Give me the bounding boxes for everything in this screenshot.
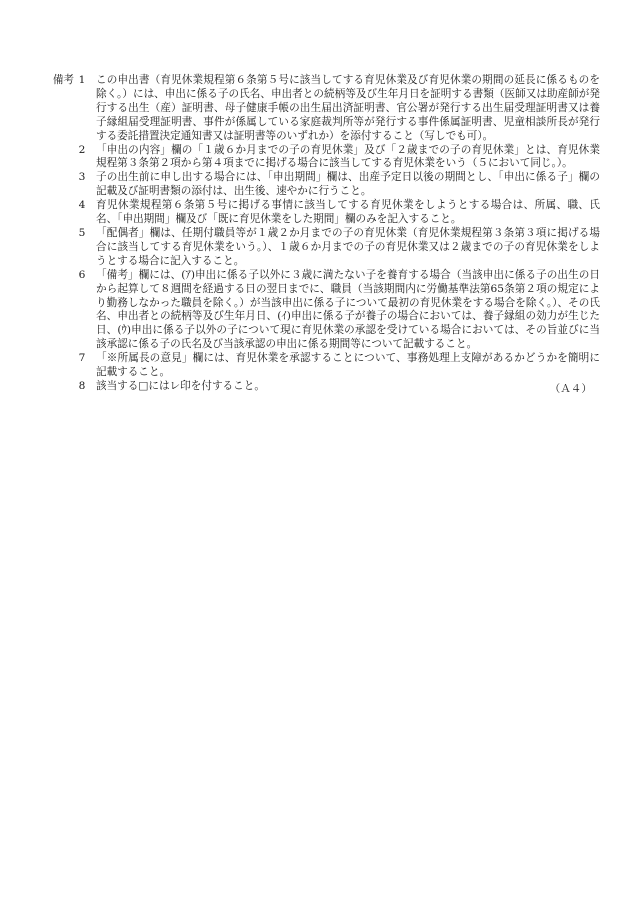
- remark-number: 1: [78, 74, 86, 86]
- remark-text: 該当する□にはレ印を付すること。: [96, 379, 265, 392]
- remark-number: 6: [78, 268, 86, 281]
- remark-item-6: [44, 269, 600, 352]
- remark-text: 育児休業規程第６条第５号に掲げる事情に該当してする育児休業をしようとする場合は、所属、職、氏名、「申出期間」欄及び「既に育児休業をした期間」欄のみを記入すること。: [96, 199, 600, 226]
- remark-item-1: [44, 74, 600, 144]
- paper-size-label: （Ａ４）: [549, 383, 592, 395]
- remark-item-2: [44, 144, 600, 172]
- remark-item-7: [44, 352, 600, 380]
- remarks-section: [44, 74, 600, 394]
- remark-text: 「備考」欄には、(ｱ)申出に係る子以外に３歳に満たない子を養育する場合（当該申出に係る子の出生の日から起算して８週間を経過する日の翌日までに、職員（当該期間内に労働基準法第65条第２項の規定により勤務しなかった職員を除く。）が当該申出に係る子について最初の育児休業をする場合を除く。）、その氏名、申出者との続柄等及び生年月日、(ｲ)申出に係る子が養子の場合においては、養子縁組の効力が生じた日、(ｳ)申出に係る子以外の子について現に育児休業の承認を受けている場合においては、その旨並びに当該承認に係る子の氏名及び当該承認の申出に係る期間等について記載すること。: [96, 268, 600, 351]
- remark-text: 子の出生前に申し出する場合には、「申出期間」欄は、出産予定日以後の期間とし、「申出に係る子」欄の記載及び証明書類の添付は、出生後、速やかに行うこと。: [96, 171, 600, 198]
- remark-text: 「配偶者」欄は、任期付職員等が１歳２か月までの子の育児休業（育児休業規程第３条第３項に掲げる場合に該当してする育児休業をいう。）、１歳６か月までの子の育児休業又は２歳までの子の育児休業をしようとする場合に記入すること。: [96, 226, 600, 267]
- remark-number: 7: [78, 352, 86, 365]
- remark-item-4: [44, 199, 600, 227]
- remark-item-3: [44, 171, 600, 199]
- remark-text: 「申出の内容」欄の「１歳６か月までの子の育児休業」及び「２歳までの子の育児休業」とは、育児休業規程第３条第２項から第４項までに掲げる場合に該当してする育児休業をいう（５において同じ。）。: [96, 143, 600, 170]
- remark-number: 8: [78, 379, 86, 392]
- remark-text: この申出書（育児休業規程第６条第５号に該当してする育児休業及び育児休業の期間の延長に係るものを除く。）には、申出に係る子の氏名、申出者との続柄等及び生年月日を証明する書類（医師又は助産師が発行する出生（産）証明書、母子健康手帳の出生届出済証明書、官公署が発行する出生届受理証明書又は養子縁組届受理証明書、事件が係属している家庭裁判所等が発行する事件係属証明書、児童相談所長が発行する委託措置決定通知書又は証明書等のいずれか）を添付すること（写しでも可）。: [96, 74, 600, 142]
- remark-item-5: [44, 227, 600, 269]
- remark-text: 「※所属長の意見」欄には、育児休業を承認することについて、事務処理上支障があるかどうかを簡明に記載すること。: [96, 352, 600, 379]
- remark-number: 5: [78, 226, 86, 239]
- remarks-prefix: 備考: [52, 74, 74, 86]
- remark-number: 2: [78, 143, 86, 156]
- remark-item-8: [44, 380, 600, 394]
- remark-number: 4: [78, 199, 86, 212]
- remark-number: 3: [78, 171, 86, 184]
